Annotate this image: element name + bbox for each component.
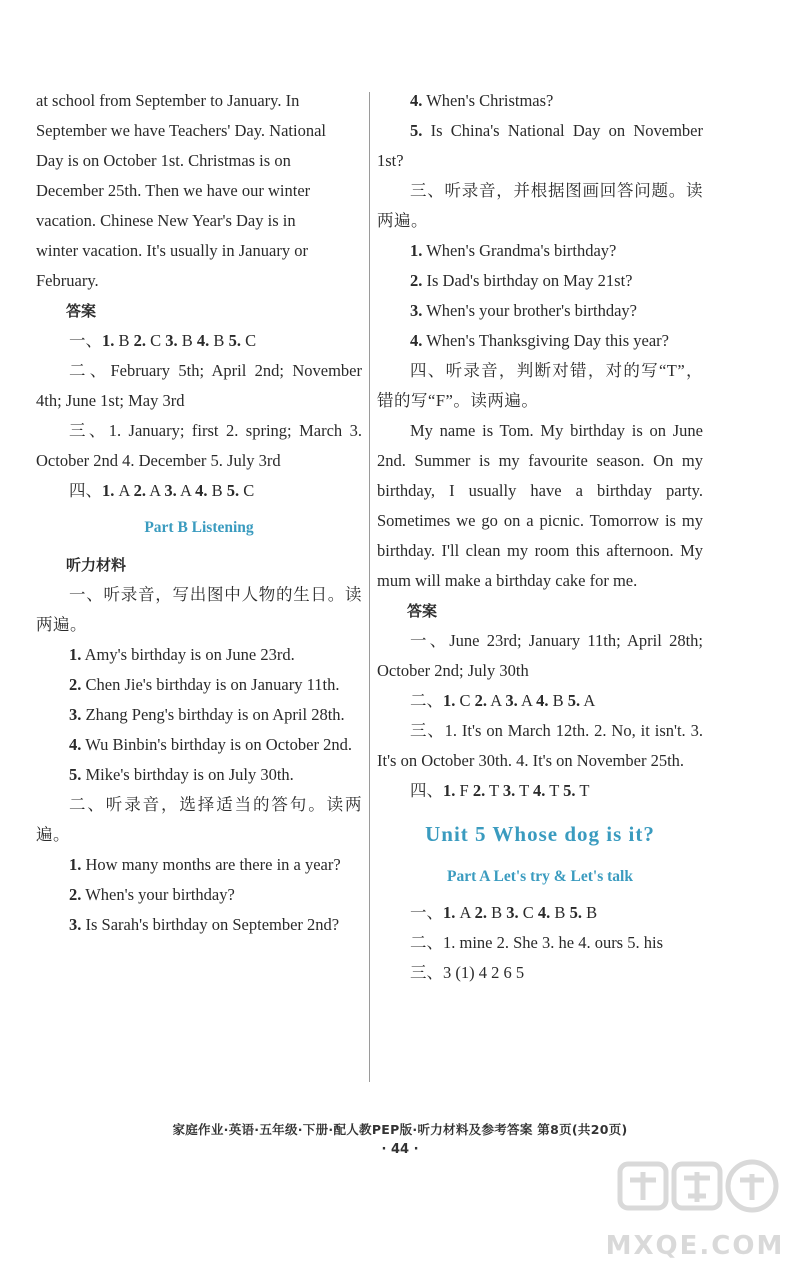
unit5-answer-1: 一、1. A 2. B 3. C 4. B 5. B [410,903,598,922]
part-b-title: Part B Listening [144,519,254,536]
section-2-item: 3. Is Sarah's birthday on September 2nd? [69,915,340,934]
section-1-item: 5. Mike's birthday is on July 30th. [69,765,294,784]
section-1-item: 1. Amy's birthday is on June 23rd. [69,645,295,664]
section-3-item: 3. When's your brother's birthday? [410,301,637,320]
column-divider [369,92,370,1082]
passage-line-6: winter vacation. It's usually in January or [36,241,308,260]
section-3-item: 1. When's Grandma's birthday? [410,241,617,260]
footer-info: 家庭作业·英语·五年级·下册·配人教PEP版·听力材料及参考答案 第8页(共20页) [172,1122,628,1137]
passage-line-7: February. [36,271,99,290]
section-2-item: 5. Is China's National Day on November 1st? [377,121,703,170]
section-2-item: 4. When's Christmas? [410,91,554,110]
section-1-instruction: 一、听录音，写出图中人物的生日。读两遍。 [36,585,362,634]
answer-1: 一、June 23rd; January 11th; April 28th; October 2nd; July 30th [377,631,703,680]
unit-title: Unit 5 Whose dog is it? [425,822,655,846]
section-4-instruction: 四、听录音，判断对错，对的写“T”，错的写“F”。读两遍。 [377,361,703,410]
answer-4: 四、1. A 2. A 3. A 4. B 5. C [69,481,255,500]
passage-line-1: at school from September to January. In [36,91,300,110]
section-1-item: 2. Chen Jie's birthday is on January 11th. [69,675,340,694]
section-1-item: 3. Zhang Peng's birthday is on April 28th. [69,705,345,724]
answer-3: 三、1. It's on March 12th. 2. No, it isn't. 3. It's on October 30th. 4. It's on November 25th. [377,721,703,770]
watermark-logo [600,1150,790,1270]
unit5-answer-3: 三、3 (1) 4 2 6 5 [410,963,525,982]
passage-line-5: vacation. Chinese New Year's Day is in [36,211,296,230]
passage-line-3: Day is on October 1st. Christmas is on [36,151,291,170]
section-2-instruction: 二、听录音，选择适当的答句。读两遍。 [36,795,362,844]
part-a-title: Part A Let's try & Let's talk [447,868,633,885]
passage-line-4: December 25th. Then we have our winter [36,181,311,200]
answer-2: 二、1. C 2. A 3. A 4. B 5. A [410,691,596,710]
section-3-instruction: 三、听录音，并根据图画回答问题。读两遍。 [377,181,703,230]
answer-4: 四、1. F 2. T 3. T 4. T 5. T [410,781,590,800]
watermark-text: MXQE.COM [605,1231,785,1261]
section-4-passage: My name is Tom. My birthday is on June 2nd. Summer is my favourite season. On my birthday, I usually have a birthday party. Sometimes we go on a picnic. Tomorrow is my birthday. I'll clean my room this afternoon. My mum will make a birthday cake for me. [377,421,703,590]
answer-3: 三、1. January; first 2. spring; March 3. October 2nd 4. December 5. July 3rd [36,421,362,470]
unit5-answer-2: 二、1. mine 2. She 3. he 4. ours 5. his [410,933,663,952]
section-3-item: 2. Is Dad's birthday on May 21st? [410,271,633,290]
right-column [377,86,703,988]
page-number: · 44 · [381,1142,419,1157]
section-1-item: 4. Wu Binbin's birthday is on October 2nd. [69,735,352,754]
section-2-item: 1. How many months are there in a year? [69,855,341,874]
answers-heading: 答案 [407,602,438,620]
left-column [36,86,362,940]
listening-heading: 听力材料 [66,556,127,574]
passage-line-2: September we have Teachers' Day. National [36,121,326,140]
answer-2: 二、February 5th; April 2nd; November 4th; June 1st; May 3rd [36,361,362,410]
answers-heading: 答案 [66,302,97,320]
answer-1: 一、1. B 2. C 3. B 4. B 5. C [69,331,257,350]
section-2-item: 2. When's your birthday? [69,885,235,904]
section-3-item: 4. When's Thanksgiving Day this year? [410,331,669,350]
